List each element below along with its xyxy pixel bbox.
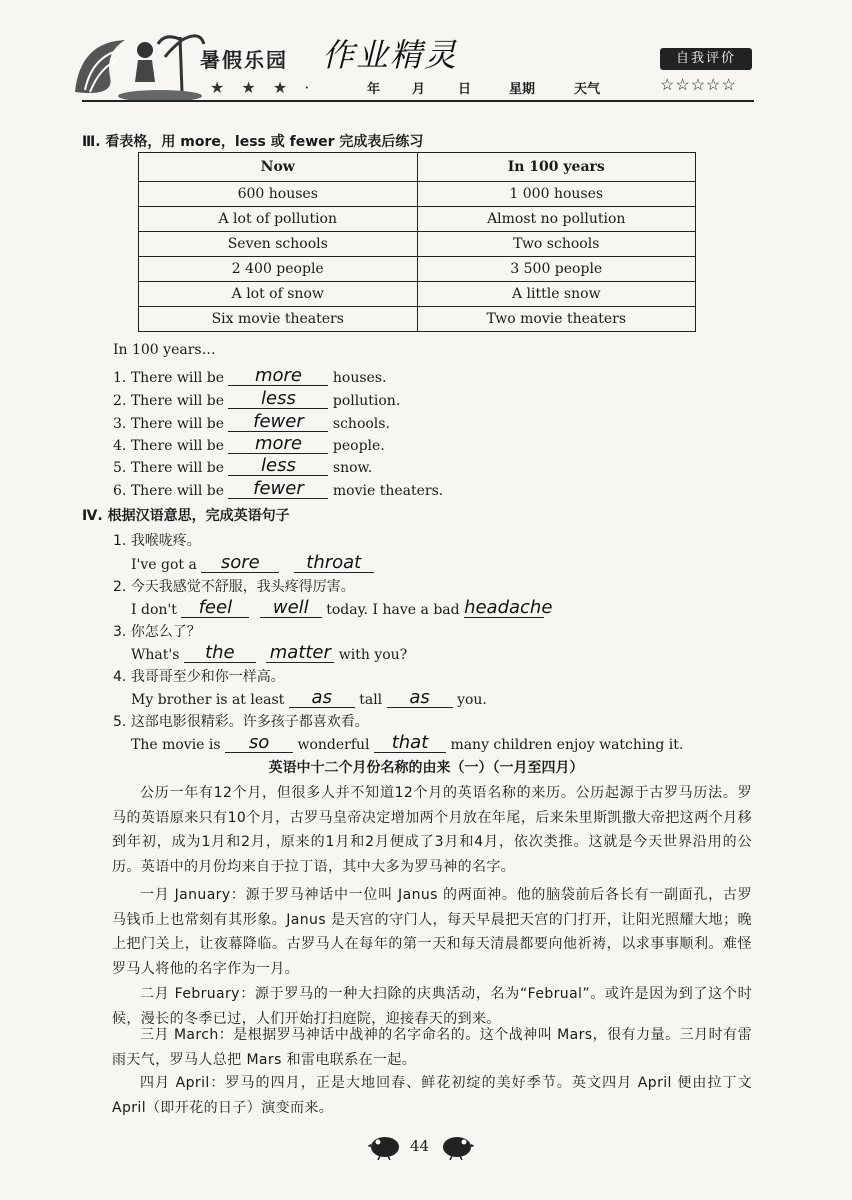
answer-blank[interactable]: less — [228, 457, 328, 476]
translate-item-4-en — [131, 689, 487, 708]
translate-item-3-en — [131, 644, 407, 663]
reading-paragraph-2: 一月 January：源于罗马神话中一位叫 Janus 的两面神。他的脑袋前后各长有一副面孔，古罗马钱币上也常刻有其形象。Janus 是天宫的守门人，每天早晨把天宫的门打开，让阳光照耀大地；晚上把门关上，让夜幕降临。古罗马人在每年的第一天和每天清晨都要向他祈祷，以求事事顺利。难怪罗马人将他的名字作为一月。 — [112, 887, 752, 977]
answer-blank[interactable]: as — [387, 689, 453, 708]
item-text: There will be — [130, 370, 224, 386]
field-weekday: 星期 — [509, 82, 536, 97]
table-cell: Seven schools — [139, 232, 418, 257]
answer-blank[interactable]: less — [228, 390, 328, 409]
translate-item-2-cn — [113, 576, 355, 596]
logo-wave-icon — [70, 22, 205, 104]
table-cell: 600 houses — [139, 182, 418, 207]
answer-blank[interactable]: as — [289, 689, 355, 708]
table-row — [139, 282, 696, 307]
item-number: 2. — [113, 393, 127, 409]
table-cell: Almost no pollution — [417, 207, 696, 232]
item-number: 3. — [113, 624, 127, 640]
item-number: 1. — [113, 533, 127, 549]
answer-blank[interactable]: more — [228, 435, 328, 454]
reading-paragraph-3: 二月 February：源于罗马的一种大扫除的庆典活动，名为“Februal”。或许是因为到了这个时候，漫长的冬季已过，人们开始打扫庭院，迎接春天的到来。 — [112, 986, 752, 1027]
logo-text: 暑假乐园 — [200, 48, 288, 72]
section-4-heading: Ⅳ. 根据汉语意思，完成英语句子 — [82, 508, 290, 524]
item-number: 6. — [113, 483, 127, 499]
table-cell: Six movie theaters — [139, 307, 418, 332]
table-cell: 3 500 people — [417, 257, 696, 282]
item-chinese: 这部电影很精彩。许多孩子都喜欢看。 — [130, 714, 369, 730]
answer-blank[interactable]: that — [374, 734, 446, 753]
eval-stars-icon: ☆☆☆☆☆ — [660, 75, 737, 94]
reading-paragraph-4: 三月 March：是根据罗马神话中战神的名字命名的。这个战神叫 Mars，很有力量。三月时有雷雨天气，罗马人总把 Mars 和雷电联系在一起。 — [112, 1027, 752, 1068]
answer-blank[interactable]: fewer — [228, 480, 328, 499]
item-text: wonderful — [297, 737, 370, 753]
item-text: The movie is — [131, 737, 221, 753]
item-text: There will be — [130, 483, 224, 499]
item-chinese: 今天我感觉不舒服，我头疼得厉害。 — [130, 579, 355, 595]
answer-blank[interactable]: headache — [464, 597, 553, 618]
table-row — [139, 182, 696, 207]
item-text: What's — [131, 647, 180, 663]
table-header-row — [139, 153, 696, 182]
exercise-item-1 — [113, 367, 386, 386]
item-text: There will be — [130, 460, 224, 476]
item-text: There will be — [130, 438, 224, 454]
bird-right-icon — [440, 1130, 474, 1160]
item-text: I've got a — [131, 557, 197, 573]
translate-item-1-cn — [113, 530, 201, 550]
reading-title: 英语中十二个月份名称的由来（一）（一月至四月） — [268, 760, 584, 776]
table-row — [139, 232, 696, 257]
item-text: schools. — [332, 416, 390, 432]
item-number: 1. — [113, 370, 127, 386]
table-row — [139, 307, 696, 332]
answer-blank[interactable]: matter — [266, 644, 334, 663]
translate-item-4-cn — [113, 666, 285, 686]
translate-item-5-cn — [113, 711, 369, 731]
field-month: 月 — [412, 82, 426, 97]
exercise-intro: In 100 years… — [113, 342, 216, 358]
exercise-item-2 — [113, 390, 400, 409]
item-text: you. — [457, 692, 487, 708]
table-cell: Two schools — [417, 232, 696, 257]
exercise-item-3 — [113, 413, 390, 432]
field-weather: 天气 — [574, 82, 601, 97]
field-year: 年 — [367, 82, 381, 97]
answer-blank[interactable]: feel — [181, 599, 249, 618]
item-text: There will be — [130, 393, 224, 409]
section-3-heading: Ⅲ. 看表格，用 more，less 或 fewer 完成表后练习 — [82, 134, 424, 150]
header-title: 作业精灵 — [322, 36, 459, 74]
table-cell: A lot of snow — [139, 282, 418, 307]
translate-item-3-cn — [113, 621, 201, 641]
answer-blank[interactable]: well — [260, 599, 322, 618]
item-text: pollution. — [332, 393, 401, 409]
table-row — [139, 207, 696, 232]
col-header-now: Now — [139, 153, 418, 182]
reading-paragraph-5: 四月 April：罗马的四月，正是大地回春、鲜花初绽的美好季节。英文四月 April 便由拉丁文 April（即开花的日子）演变而来。 — [112, 1075, 752, 1116]
reading-paragraph-1: 公历一年有12个月，但很多人并不知道12个月的英语名称的来历。公历起源于古罗马历法。罗马的英语原来只有10个月，古罗马皇帝决定增加两个月放在年尾，后来朱里斯凯撒大帝把这两个月移到年初，成为1月和2月，原来的1月和2月便成了3月和4月，依次类推。这就是今天世界沿用的公历。英语中的月份均来自于拉丁语，其中大多为罗马神的名字。 — [112, 785, 752, 875]
translate-item-2-en — [131, 597, 553, 618]
answer-blank[interactable]: sore — [201, 554, 279, 573]
bird-left-icon — [368, 1130, 402, 1160]
table-cell: A little snow — [417, 282, 696, 307]
table-cell: Two movie theaters — [417, 307, 696, 332]
exercise-item-5 — [113, 457, 372, 476]
header-divider — [82, 100, 754, 102]
item-text: My brother is at least — [131, 692, 285, 708]
item-number: 4. — [113, 438, 127, 454]
translate-item-5-en — [131, 734, 683, 753]
exercise-item-6 — [113, 480, 443, 499]
comparison-table — [138, 152, 696, 332]
item-number: 3. — [113, 416, 127, 432]
item-text: people. — [332, 438, 385, 454]
item-number: 5. — [113, 714, 127, 730]
item-text: There will be — [130, 416, 224, 432]
answer-blank[interactable]: fewer — [228, 413, 328, 432]
page-header — [0, 0, 852, 112]
item-number: 2. — [113, 579, 127, 595]
table-cell: 1 000 houses — [417, 182, 696, 207]
answer-blank[interactable]: throat — [294, 554, 374, 573]
translate-item-1-en — [131, 554, 374, 573]
answer-blank[interactable]: so — [225, 734, 293, 753]
item-text: with you? — [338, 647, 408, 663]
item-text: houses. — [332, 370, 387, 386]
item-number: 4. — [113, 669, 127, 685]
item-chinese: 我喉咙疼。 — [130, 533, 201, 549]
item-text: today. I have a bad — [326, 602, 460, 618]
table-cell: A lot of pollution — [139, 207, 418, 232]
item-text: movie theaters. — [332, 483, 444, 499]
header-decor-stars-icon: ★ ★ ★ · — [210, 78, 316, 97]
item-chinese: 我哥哥至少和你一样高。 — [130, 669, 285, 685]
item-text: I don't — [131, 602, 177, 618]
answer-blank[interactable]: more — [228, 367, 328, 386]
col-header-future: In 100 years — [417, 153, 696, 182]
table-cell: 2 400 people — [139, 257, 418, 282]
exercise-item-4 — [113, 435, 385, 454]
table-row — [139, 257, 696, 282]
item-text: many children enjoy watching it. — [450, 737, 684, 753]
item-number: 5. — [113, 460, 127, 476]
item-text: snow. — [332, 460, 373, 476]
answer-blank[interactable]: the — [184, 644, 256, 663]
page-number: 44 — [410, 1137, 430, 1155]
field-day: 日 — [458, 82, 472, 97]
self-eval-badge: 自我评价 — [660, 48, 752, 70]
item-text: tall — [359, 692, 383, 708]
item-chinese: 你怎么了？ — [130, 624, 201, 640]
